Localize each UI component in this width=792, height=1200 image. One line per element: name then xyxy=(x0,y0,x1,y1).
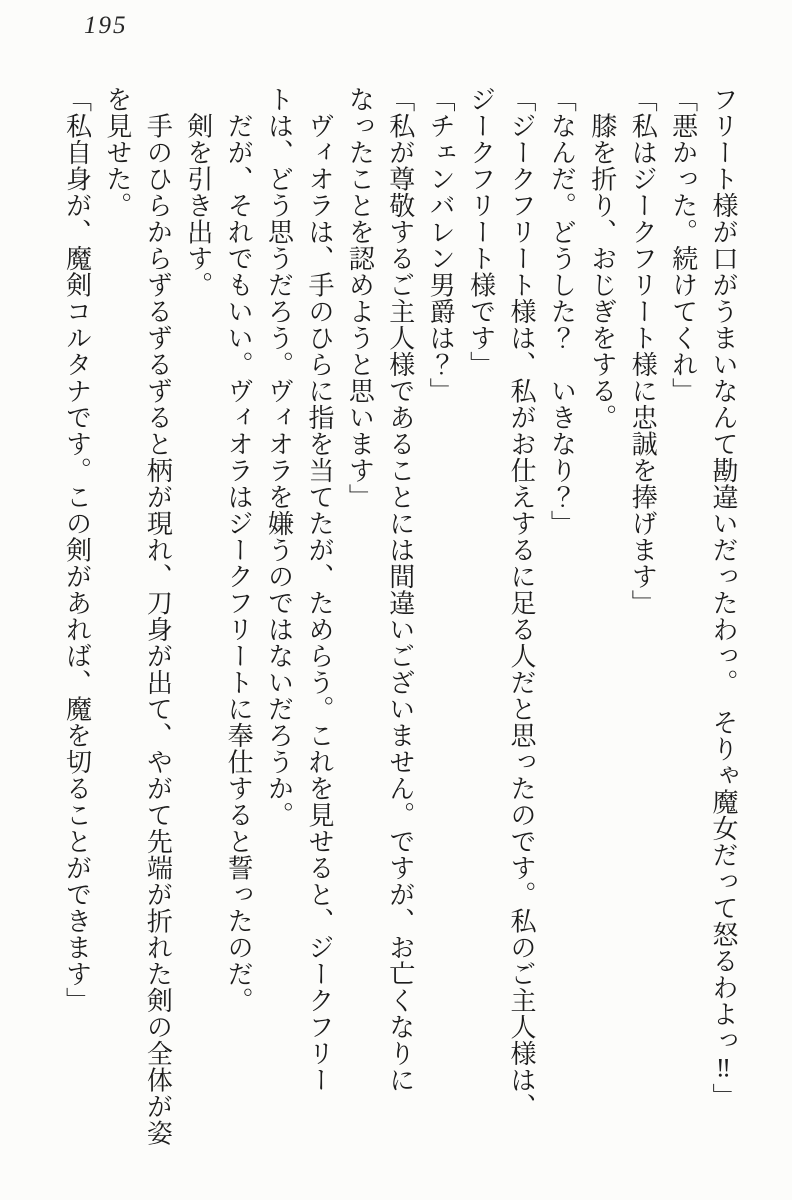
text-column: を見せた。 xyxy=(102,86,132,219)
text-column: だが、それでもいい。ヴィオラはジークフリートに奉仕すると誓ったのだ。 xyxy=(224,86,254,1014)
text-column: 「ジークフリート様は、私がお仕えするに足る人だと思ったのです。私のご主人様は、 xyxy=(506,86,536,1120)
text-column: トは、どう思うだろう。ヴィオラを嫌うのではないだろうか。 xyxy=(264,86,294,828)
text-column: 「なんだ。どうした？ いきなり？」 xyxy=(547,86,577,537)
text-column: 手のひらからずるずるずると柄が現れ、刀身が出て、やがて先端が折れた剣の全体が姿 xyxy=(143,86,173,1146)
text-column: 「チェンバレン男爵は？」 xyxy=(426,86,456,404)
text-column: 「私が尊敬するご主人様であることには間違いございません。ですが、お亡くなりに xyxy=(385,86,415,1093)
text-column: ジークフリート様です」 xyxy=(466,86,496,378)
text-column: 膝を折り、おじぎをする。 xyxy=(587,86,617,431)
text-column: 「私はジークフリート様に忠誠を捧げます」 xyxy=(628,86,658,616)
text-block xyxy=(56,86,743,1146)
text-column: 剣を引き出す。 xyxy=(183,86,213,298)
page-number: 195 xyxy=(84,12,128,39)
text-column: ヴィオラは、手のひらに指を当てたが、ためらう。これを見せると、ジークフリー xyxy=(304,86,334,1093)
text-column: 「私自身が、魔剣コルタナです。この剣があれば、魔を切ることができます」 xyxy=(62,86,92,1014)
text-column: なったことを認めようと思います」 xyxy=(345,86,375,510)
text-column: フリート様が口がうまいなんて勘違いだったわっ。 そりゃ魔女だって怒るわよっ‼」 xyxy=(709,86,738,1110)
text-column: 「悪かった。続けてくれ」 xyxy=(668,86,698,404)
